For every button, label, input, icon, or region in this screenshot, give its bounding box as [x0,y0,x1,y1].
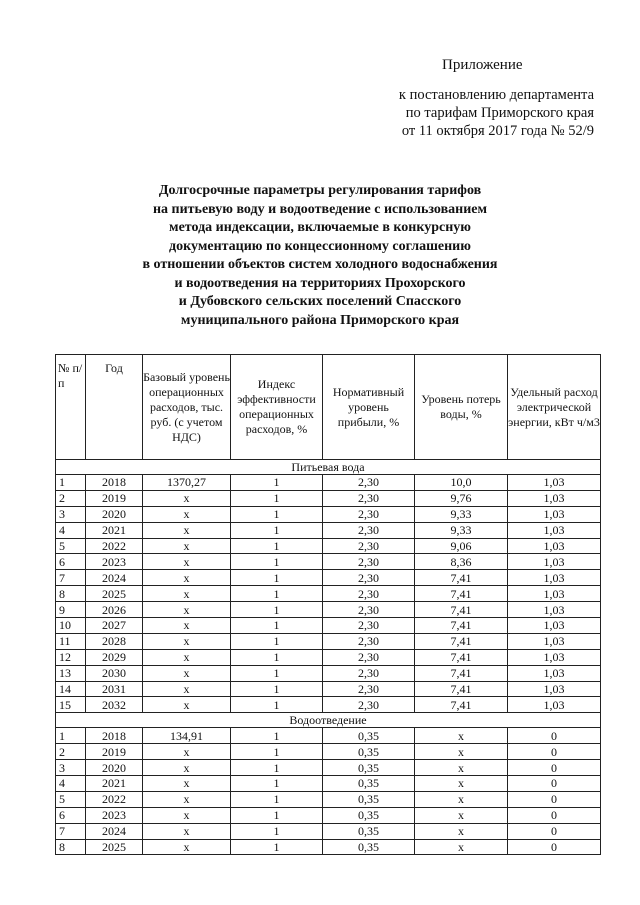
cell-number: 6 [56,807,86,823]
cell-profit-level: 2,30 [323,570,415,586]
cell-efficiency-index: 1 [231,776,323,792]
section-header-row [56,460,601,475]
cell-base-opex: х [143,618,231,634]
table-row [56,570,601,586]
table-row [56,506,601,522]
cell-year: 2022 [86,791,143,807]
cell-efficiency-index: 1 [231,681,323,697]
cell-energy-consumption: 0 [508,760,601,776]
cell-base-opex: х [143,633,231,649]
cell-profit-level: 2,30 [323,538,415,554]
table-row [56,728,601,744]
cell-year: 2019 [86,490,143,506]
cell-energy-consumption: 1,03 [508,538,601,554]
cell-energy-consumption: 1,03 [508,697,601,713]
cell-number: 6 [56,554,86,570]
cell-efficiency-index: 1 [231,490,323,506]
header-energy-consumption: Удельный расход электрической энергии, кВт ч/м3 [508,355,601,460]
cell-base-opex: х [143,506,231,522]
cell-water-losses: 9,76 [415,490,508,506]
cell-water-losses: 9,06 [415,538,508,554]
table-row [56,649,601,665]
cell-base-opex: х [143,791,231,807]
cell-number: 2 [56,744,86,760]
cell-energy-consumption: 0 [508,744,601,760]
cell-efficiency-index: 1 [231,538,323,554]
table-row [56,744,601,760]
cell-water-losses: х [415,776,508,792]
cell-water-losses: 7,41 [415,586,508,602]
cell-efficiency-index: 1 [231,506,323,522]
cell-profit-level: 0,35 [323,839,415,855]
table-row [56,807,601,823]
cell-base-opex: х [143,570,231,586]
cell-efficiency-index: 1 [231,570,323,586]
cell-efficiency-index: 1 [231,475,323,491]
cell-energy-consumption: 1,03 [508,490,601,506]
table-row [56,776,601,792]
cell-water-losses: х [415,760,508,776]
cell-water-losses: 8,36 [415,554,508,570]
document-title-line: метода индексации, включаемые в конкурсную [169,220,471,235]
cell-base-opex: х [143,602,231,618]
table-row [56,823,601,839]
cell-base-opex: х [143,586,231,602]
document-title-line: муниципального района Приморского края [180,312,460,328]
cell-number: 11 [56,633,86,649]
cell-energy-consumption: 0 [508,791,601,807]
cell-energy-consumption: 1,03 [508,522,601,538]
document-title-line: документацию по концессионному соглашению [169,238,471,254]
cell-efficiency-index: 1 [231,665,323,681]
appendix-block [360,56,620,140]
header-efficiency-index: Индекс эффективности операционных расходов, % [231,355,323,460]
cell-base-opex: х [143,823,231,839]
document-title-line: и Дубовского сельских поселений Спасского [178,294,462,309]
table-row [56,586,601,602]
cell-number: 1 [56,728,86,744]
cell-efficiency-index: 1 [231,522,323,538]
cell-water-losses: 7,41 [415,697,508,713]
cell-energy-consumption: 0 [508,839,601,855]
document-title-line: и водоотведения на территориях Прохорского [174,275,466,291]
cell-water-losses: 7,41 [415,618,508,634]
header-number: № п/п [56,355,86,460]
parameters-table [55,354,601,855]
table-header-row [56,355,601,460]
table-row [56,490,601,506]
cell-water-losses: 7,41 [415,681,508,697]
cell-energy-consumption: 1,03 [508,649,601,665]
cell-year: 2021 [86,776,143,792]
cell-base-opex: х [143,538,231,554]
cell-profit-level: 2,30 [323,681,415,697]
cell-number: 8 [56,586,86,602]
cell-year: 2024 [86,570,143,586]
cell-year: 2032 [86,697,143,713]
appendix-line-1: к постановлению департамента [398,87,594,103]
parameters-table-wrapper [55,354,600,855]
cell-year: 2021 [86,522,143,538]
cell-efficiency-index: 1 [231,602,323,618]
appendix-line-2: по тарифам Приморского края [405,105,594,121]
cell-year: 2018 [86,475,143,491]
table-row [56,618,601,634]
cell-profit-level: 0,35 [323,760,415,776]
cell-energy-consumption: 1,03 [508,570,601,586]
table-row [56,522,601,538]
cell-year: 2020 [86,506,143,522]
table-body [56,460,601,855]
cell-year: 2031 [86,681,143,697]
cell-profit-level: 2,30 [323,618,415,634]
cell-year: 2025 [86,586,143,602]
document-title-line: на питьевую воду и водоотведение с использованием [152,201,488,217]
cell-base-opex: х [143,807,231,823]
cell-energy-consumption: 1,03 [508,475,601,491]
document-title-line: Долгосрочные параметры регулирования тарифов [158,183,482,198]
table-row [56,538,601,554]
cell-base-opex: 134,91 [143,728,231,744]
cell-efficiency-index: 1 [231,618,323,634]
cell-year: 2022 [86,538,143,554]
table-row [56,475,601,491]
cell-year: 2026 [86,602,143,618]
cell-water-losses: 9,33 [415,506,508,522]
cell-profit-level: 2,30 [323,490,415,506]
cell-water-losses: 7,41 [415,633,508,649]
table-row [56,665,601,681]
cell-profit-level: 2,30 [323,586,415,602]
cell-number: 4 [56,776,86,792]
cell-base-opex: х [143,839,231,855]
cell-number: 12 [56,649,86,665]
cell-efficiency-index: 1 [231,760,323,776]
cell-energy-consumption: 0 [508,776,601,792]
cell-year: 2030 [86,665,143,681]
cell-energy-consumption: 1,03 [508,554,601,570]
cell-energy-consumption: 0 [508,807,601,823]
cell-number: 9 [56,602,86,618]
cell-profit-level: 0,35 [323,728,415,744]
cell-base-opex: х [143,776,231,792]
cell-water-losses: х [415,791,508,807]
section-title: Питьевая вода [56,460,601,475]
table-row [56,839,601,855]
cell-water-losses: 7,41 [415,665,508,681]
cell-water-losses: х [415,823,508,839]
cell-efficiency-index: 1 [231,649,323,665]
cell-profit-level: 2,30 [323,602,415,618]
cell-base-opex: х [143,681,231,697]
cell-efficiency-index: 1 [231,823,323,839]
cell-base-opex: х [143,490,231,506]
cell-base-opex: х [143,522,231,538]
cell-profit-level: 2,30 [323,522,415,538]
cell-year: 2020 [86,760,143,776]
cell-efficiency-index: 1 [231,554,323,570]
cell-year: 2019 [86,744,143,760]
cell-profit-level: 0,35 [323,791,415,807]
cell-water-losses: 7,41 [415,649,508,665]
cell-energy-consumption: 1,03 [508,618,601,634]
cell-year: 2018 [86,728,143,744]
section-header-row [56,713,601,728]
cell-number: 13 [56,665,86,681]
cell-year: 2023 [86,807,143,823]
cell-efficiency-index: 1 [231,839,323,855]
cell-water-losses: 7,41 [415,602,508,618]
section-title: Водоотведение [56,713,601,728]
cell-number: 5 [56,791,86,807]
header-base-opex: Базовый уровень операционных расходов, тыс. руб. (с учетом НДС) [143,355,231,460]
cell-efficiency-index: 1 [231,791,323,807]
table-row [56,554,601,570]
cell-efficiency-index: 1 [231,807,323,823]
cell-number: 7 [56,570,86,586]
table-row [56,697,601,713]
cell-number: 3 [56,506,86,522]
cell-number: 2 [56,490,86,506]
cell-water-losses: х [415,744,508,760]
cell-year: 2027 [86,618,143,634]
cell-base-opex: х [143,760,231,776]
cell-base-opex: 1370,27 [143,475,231,491]
cell-profit-level: 2,30 [323,633,415,649]
header-water-losses: Уровень потерь воды, % [415,355,508,460]
cell-number: 15 [56,697,86,713]
cell-water-losses: 7,41 [415,570,508,586]
cell-year: 2029 [86,649,143,665]
cell-number: 4 [56,522,86,538]
cell-profit-level: 0,35 [323,823,415,839]
header-profit-level: Нормативный уровень прибыли, % [323,355,415,460]
document-title-line: в отношении объектов систем холодного водоснабжения [142,257,498,272]
document-title [80,182,560,330]
table-row [56,681,601,697]
cell-profit-level: 0,35 [323,776,415,792]
cell-number: 10 [56,618,86,634]
cell-efficiency-index: 1 [231,586,323,602]
cell-profit-level: 2,30 [323,554,415,570]
cell-efficiency-index: 1 [231,633,323,649]
cell-energy-consumption: 1,03 [508,506,601,522]
cell-energy-consumption: 1,03 [508,633,601,649]
cell-profit-level: 2,30 [323,697,415,713]
cell-number: 5 [56,538,86,554]
cell-energy-consumption: 0 [508,728,601,744]
table-row [56,602,601,618]
cell-year: 2023 [86,554,143,570]
cell-profit-level: 2,30 [323,475,415,491]
cell-profit-level: 0,35 [323,744,415,760]
cell-year: 2024 [86,823,143,839]
cell-number: 3 [56,760,86,776]
cell-energy-consumption: 1,03 [508,681,601,697]
cell-water-losses: х [415,807,508,823]
cell-base-opex: х [143,649,231,665]
cell-base-opex: х [143,697,231,713]
cell-energy-consumption: 1,03 [508,586,601,602]
cell-energy-consumption: 1,03 [508,602,601,618]
cell-base-opex: х [143,744,231,760]
cell-number: 8 [56,839,86,855]
cell-year: 2028 [86,633,143,649]
cell-efficiency-index: 1 [231,744,323,760]
cell-base-opex: х [143,665,231,681]
table-row [56,633,601,649]
cell-profit-level: 0,35 [323,807,415,823]
cell-number: 7 [56,823,86,839]
appendix-title: Приложение [442,57,523,73]
cell-profit-level: 2,30 [323,665,415,681]
cell-energy-consumption: 0 [508,823,601,839]
cell-number: 1 [56,475,86,491]
cell-profit-level: 2,30 [323,506,415,522]
cell-water-losses: 10,0 [415,475,508,491]
cell-energy-consumption: 1,03 [508,665,601,681]
cell-year: 2025 [86,839,143,855]
header-year: Год [86,355,143,460]
cell-water-losses: х [415,728,508,744]
cell-water-losses: 9,33 [415,522,508,538]
cell-number: 14 [56,681,86,697]
cell-efficiency-index: 1 [231,697,323,713]
cell-base-opex: х [143,554,231,570]
table-row [56,760,601,776]
appendix-line-3: от 11 октября 2017 года № 52/9 [401,123,594,139]
cell-profit-level: 2,30 [323,649,415,665]
table-row [56,791,601,807]
cell-water-losses: х [415,839,508,855]
cell-efficiency-index: 1 [231,728,323,744]
